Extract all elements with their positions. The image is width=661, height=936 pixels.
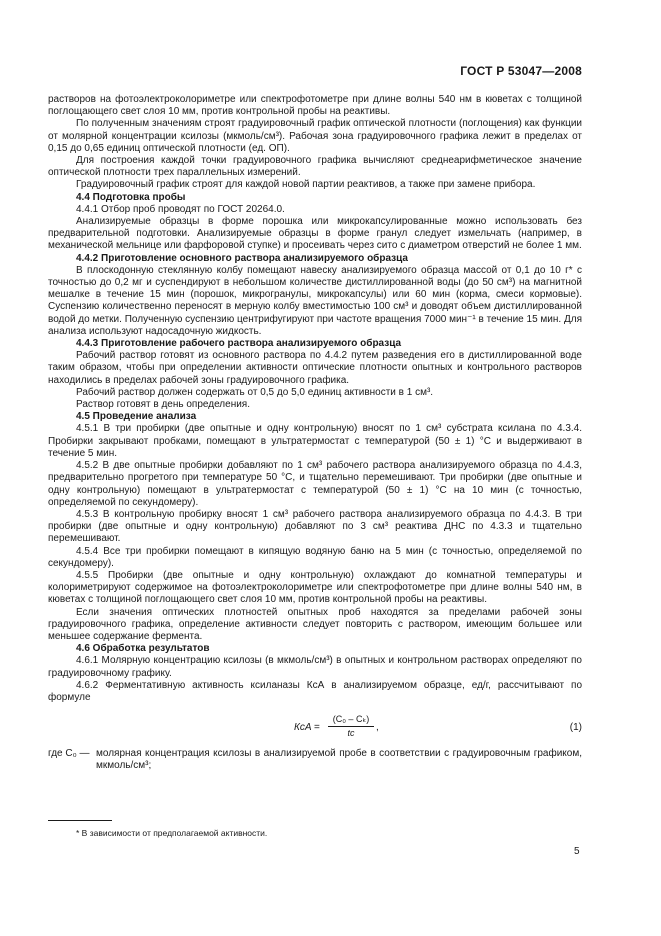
- section-heading: 4.6 Обработка результатов: [76, 643, 210, 655]
- paragraph: Если значения оптических плотностей опытных проб находятся за пределами рабочей зоны градуировочного графика, определение активности следует повторить с раствором, имеющим большее или меньшее содержание фермента.: [48, 606, 582, 642]
- paragraph: 4.5.5 Пробирки (две опытные и одну контрольную) охлаждают до комнатной температуры и колориметрируют содержимое на фотоэлектроколориметре или спектрофотометре при длине волны 540 нм, в кюветах с толщиной поглощающего свет слоя 10 мм, против контрольной пробы на реактивы.: [48, 569, 582, 606]
- formula-numerator: (C₀ – Cₖ): [332, 714, 370, 725]
- where-label: где C₀ —: [48, 748, 90, 760]
- paragraph: Анализируемые образцы в форме порошка или микрокапсулированные можно использовать без предварительной подготовки. Анализируемые образцы в форме гранул следует измельчать (например, в механической мельнице или фарфоровой ступке) и просеивать через сито с диаметром отверстий не более 1 мм.: [48, 216, 582, 252]
- paragraph: 4.6.2 Ферментативную активность ксиланазы КсА в анализируемом образце, ед/г, рассчитывают по формуле: [48, 679, 582, 703]
- paragraph: Рабочий раствор готовят из основного раствора по 4.4.2 путем разведения его в дистиллированной воде таким образом, чтобы при определении активности оптические плотности опытных и контрольного растворов находились в пределах рабочей зоны градуировочного графика.: [48, 350, 582, 386]
- formula-comma: ,: [376, 722, 379, 734]
- where-clause: [48, 748, 582, 772]
- paragraph: Раствор готовят в день определения.: [76, 399, 250, 411]
- paragraph: 4.4.1 Отбор проб проводят по ГОСТ 20264.0.: [76, 203, 285, 215]
- section-heading: 4.5 Проведение анализа: [76, 411, 197, 423]
- section-heading: 4.4.3 Приготовление рабочего раствора анализируемого образца: [76, 338, 402, 350]
- paragraph: По полученным значениям строят градуировочный график оптической плотности (поглощения) как функции от молярной концентрации ксилозы (мкмоль/см³). Рабочая зона градуировочного графика лежит в пределах от 0,15 до 0,65 единиц оптической плотности (ед. ОП).: [48, 118, 582, 154]
- section-heading: 4.4.2 Приготовление основного раствора анализируемого образца: [76, 252, 408, 264]
- where-text: молярная концентрация ксилозы в анализируемой пробе в соответствии с градуировочным графиком, мкмоль/см³;: [96, 748, 582, 772]
- footnote: * В зависимости от предполагаемой активности.: [76, 828, 268, 838]
- formula-lhs: КсА: [294, 722, 312, 734]
- paragraph: Для построения каждой точки градуировочного графика вычисляют среднеарифметическое значение оптической плотности трех параллельных измерений.: [48, 155, 582, 179]
- paragraph: Градуировочный график строят для каждой новой партии реактивов, а также при замене прибора.: [76, 179, 536, 191]
- paragraph: 4.6.1 Молярную концентрацию ксилозы (в мкмоль/см³) в опытных и контрольном растворах определяют по градуировочному графику.: [48, 655, 582, 679]
- paragraph: 4.5.2 В две опытные пробирки добавляют по 1 см³ рабочего раствора анализируемого образца по 4.4.3, предварительно прогретого при температуре 50 °С, и тщательно перемешивают. Три пробирки (две опытные и одну контрольную) помещают в ультратермостат с температурой (50 ± 1) °С на 10 мин (с точностью, определяемой по секундомеру).: [48, 460, 582, 508]
- formula-block: [48, 712, 582, 748]
- formula-fraction: [328, 714, 374, 739]
- paragraph: 4.5.1 В три пробирки (две опытные и одну контрольную) вносят по 1 см³ субстрата ксилана по 4.3.4. Пробирки закрывают пробками, помещают в ультратермостат с температурой (50 ± 1) °С и выдерживают в течение 5 мин.: [48, 423, 582, 459]
- paragraph: 4.5.3 В контрольную пробирку вносят 1 см³ рабочего раствора анализируемого образца по 4.4.3. В три пробирки (две опытные и одну контрольную) добавляют по 3 см³ реактива ДНС по 4.3.3 и тщательно перемешивают.: [48, 508, 582, 545]
- fraction-bar: [328, 726, 374, 727]
- formula-number: (1): [569, 722, 582, 734]
- page-number: 5: [574, 846, 580, 857]
- paragraph: В плоскодонную стеклянную колбу помещают навеску анализируемого образца массой от 0,1 до 10 г* с точностью до 0,2 мг и суспендируют в небольшом количестве дистиллированной воды (до 50 см³) на магнитной мешалке в течение 15 мин (порошок, микрогранулы, микрокапсулы) или 60 мин (корма, смеси кормовые). Суспензию количественно переносят в мерную колбу вместимостью 100 см³ и доводят объем дистиллированной водой до метки. Полученную суспензию центрифугируют при частоте вращения 7000 мин⁻¹ в течение 15 мин. Для анализа используют надосадочную жидкость.: [48, 264, 582, 337]
- paragraph: растворов на фотоэлектроколориметре или спектрофотометре при длине волны 540 нм в кюветах с толщиной поглощающего свет слоя 10 мм, против контрольной пробы на реактивы.: [48, 94, 582, 118]
- paragraph: 4.5.4 Все три пробирки помещают в кипящую водяную баню на 5 мин (с точностью, определяемой по секундомеру).: [48, 545, 582, 569]
- body-text: [48, 94, 582, 773]
- footnote-divider: [48, 820, 112, 821]
- formula-equals: =: [314, 722, 320, 734]
- standard-header: ГОСТ Р 53047—2008: [460, 64, 582, 78]
- section-heading: 4.4 Подготовка пробы: [76, 191, 186, 203]
- paragraph: Рабочий раствор должен содержать от 0,5 до 5,0 единиц активности в 1 см³.: [76, 386, 434, 398]
- formula-denominator: tc: [347, 728, 355, 739]
